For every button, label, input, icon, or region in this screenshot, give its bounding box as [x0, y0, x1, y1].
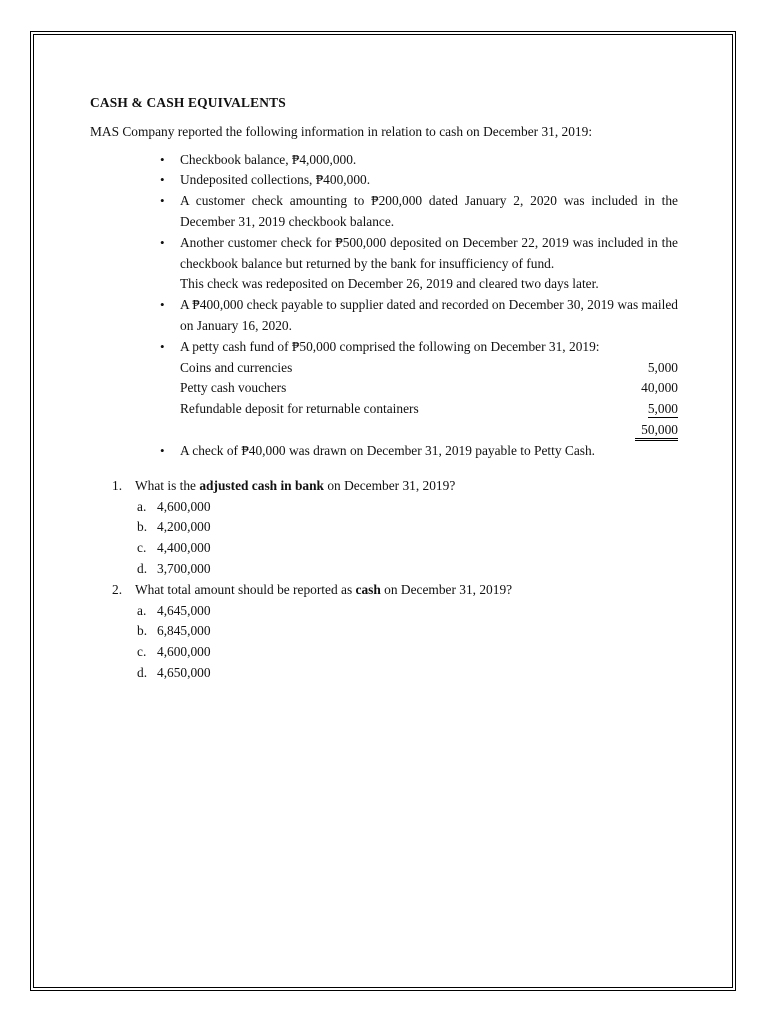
bullet-icon: • [160, 151, 165, 167]
choices-list [135, 497, 678, 580]
choice-value: 4,600,000 [157, 498, 211, 514]
petty-cash-total-cell [598, 420, 678, 441]
fact-item [160, 170, 678, 191]
bullet-icon: • [160, 442, 165, 458]
choice-value: 4,600,000 [157, 644, 211, 660]
fact-item [160, 441, 678, 462]
bullet-icon: • [160, 297, 165, 313]
document-content [90, 93, 678, 684]
question-text-part: on December 31, 2019? [380, 581, 513, 597]
question-number: 1. [112, 477, 123, 493]
choice-item [137, 601, 678, 622]
choice-letter: d. [137, 560, 148, 576]
bullet-icon: • [160, 234, 165, 250]
petty-cash-total-label-cell [180, 420, 598, 441]
bullet-icon: • [160, 193, 165, 209]
bullet-icon: • [160, 172, 165, 188]
question-text-part: What total amount should be reported as [135, 581, 356, 597]
table-row [180, 358, 678, 379]
question-emphasis: cash [355, 581, 381, 597]
bullet-icon: • [160, 338, 165, 354]
choice-letter: c. [137, 644, 147, 660]
choice-value: 4,200,000 [157, 519, 211, 535]
intro-paragraph: MAS Company reported the following information in relation to cash on December 31, 2019: [90, 123, 593, 139]
choice-letter: a. [137, 498, 147, 514]
question-emphasis: adjusted cash in bank [199, 477, 324, 493]
choice-letter: b. [137, 519, 148, 535]
question-item [112, 476, 678, 580]
choice-value: 4,645,000 [157, 602, 211, 618]
choice-value: 4,650,000 [157, 664, 211, 680]
choices-list [135, 601, 678, 684]
choice-item [137, 517, 678, 538]
choice-item [137, 538, 678, 559]
fact-item [160, 233, 678, 295]
question-item [112, 580, 678, 684]
choice-value: 4,400,000 [157, 540, 211, 556]
choice-letter: a. [137, 602, 147, 618]
petty-cash-label: Refundable deposit for returnable containers [180, 401, 419, 417]
questions-list [90, 476, 678, 684]
facts-list [90, 150, 678, 462]
petty-cash-amount: 40,000 [641, 380, 678, 396]
fact-item [160, 295, 678, 337]
fact-item [160, 150, 678, 171]
petty-cash-amount: 5,000 [647, 401, 678, 417]
fact-item [160, 337, 678, 441]
choice-value: 6,845,000 [157, 623, 211, 639]
question-number: 2. [112, 581, 123, 597]
choice-letter: c. [137, 540, 147, 556]
choice-value: 3,700,000 [157, 560, 211, 576]
petty-cash-amount: 5,000 [647, 359, 678, 375]
fact-text: A customer check amounting to ₱200,000 dated January 2, 2020 was included in the December 31, 2019 checkbook balance. [180, 193, 678, 229]
petty-cash-total: 50,000 [635, 422, 678, 441]
choice-letter: b. [137, 623, 148, 639]
fact-text: A petty cash fund of ₱50,000 comprised the following on December 31, 2019: [180, 338, 600, 354]
fact-text: Undeposited collections, ₱400,000. [180, 172, 371, 188]
question-text-part: on December 31, 2019? [324, 477, 456, 493]
petty-cash-table [180, 358, 678, 441]
question-text-part: What is the [135, 477, 200, 493]
table-row [180, 420, 678, 441]
fact-text: Another customer check for ₱500,000 deposited on December 22, 2019 was included in the checkbook balance but returned by the bank for insufficiency of fund. [180, 234, 678, 271]
fact-text: Checkbook balance, ₱4,000,000. [180, 151, 357, 167]
table-row [180, 399, 678, 420]
question-text [135, 478, 455, 493]
section-heading: CASH & CASH EQUIVALENTS [90, 95, 286, 110]
choice-item [137, 663, 678, 684]
choice-item [137, 642, 678, 663]
table-row [180, 378, 678, 399]
question-text [135, 582, 512, 597]
fact-item [160, 191, 678, 233]
petty-cash-label: Petty cash vouchers [180, 380, 287, 396]
petty-cash-amount-cell [598, 399, 678, 420]
redeposit-note: This check was redeposited on December 26, 2019 and cleared two days later. [180, 276, 599, 292]
choice-item [137, 621, 678, 642]
choice-item [137, 497, 678, 518]
fact-text: A ₱400,000 check payable to supplier dated and recorded on December 30, 2019 was mailed on January 16, 2020. [180, 297, 678, 333]
choice-item [137, 559, 678, 580]
fact-text: A check of ₱40,000 was drawn on December 31, 2019 payable to Petty Cash. [180, 442, 596, 458]
petty-cash-label: Coins and currencies [180, 359, 293, 375]
choice-letter: d. [137, 664, 148, 680]
